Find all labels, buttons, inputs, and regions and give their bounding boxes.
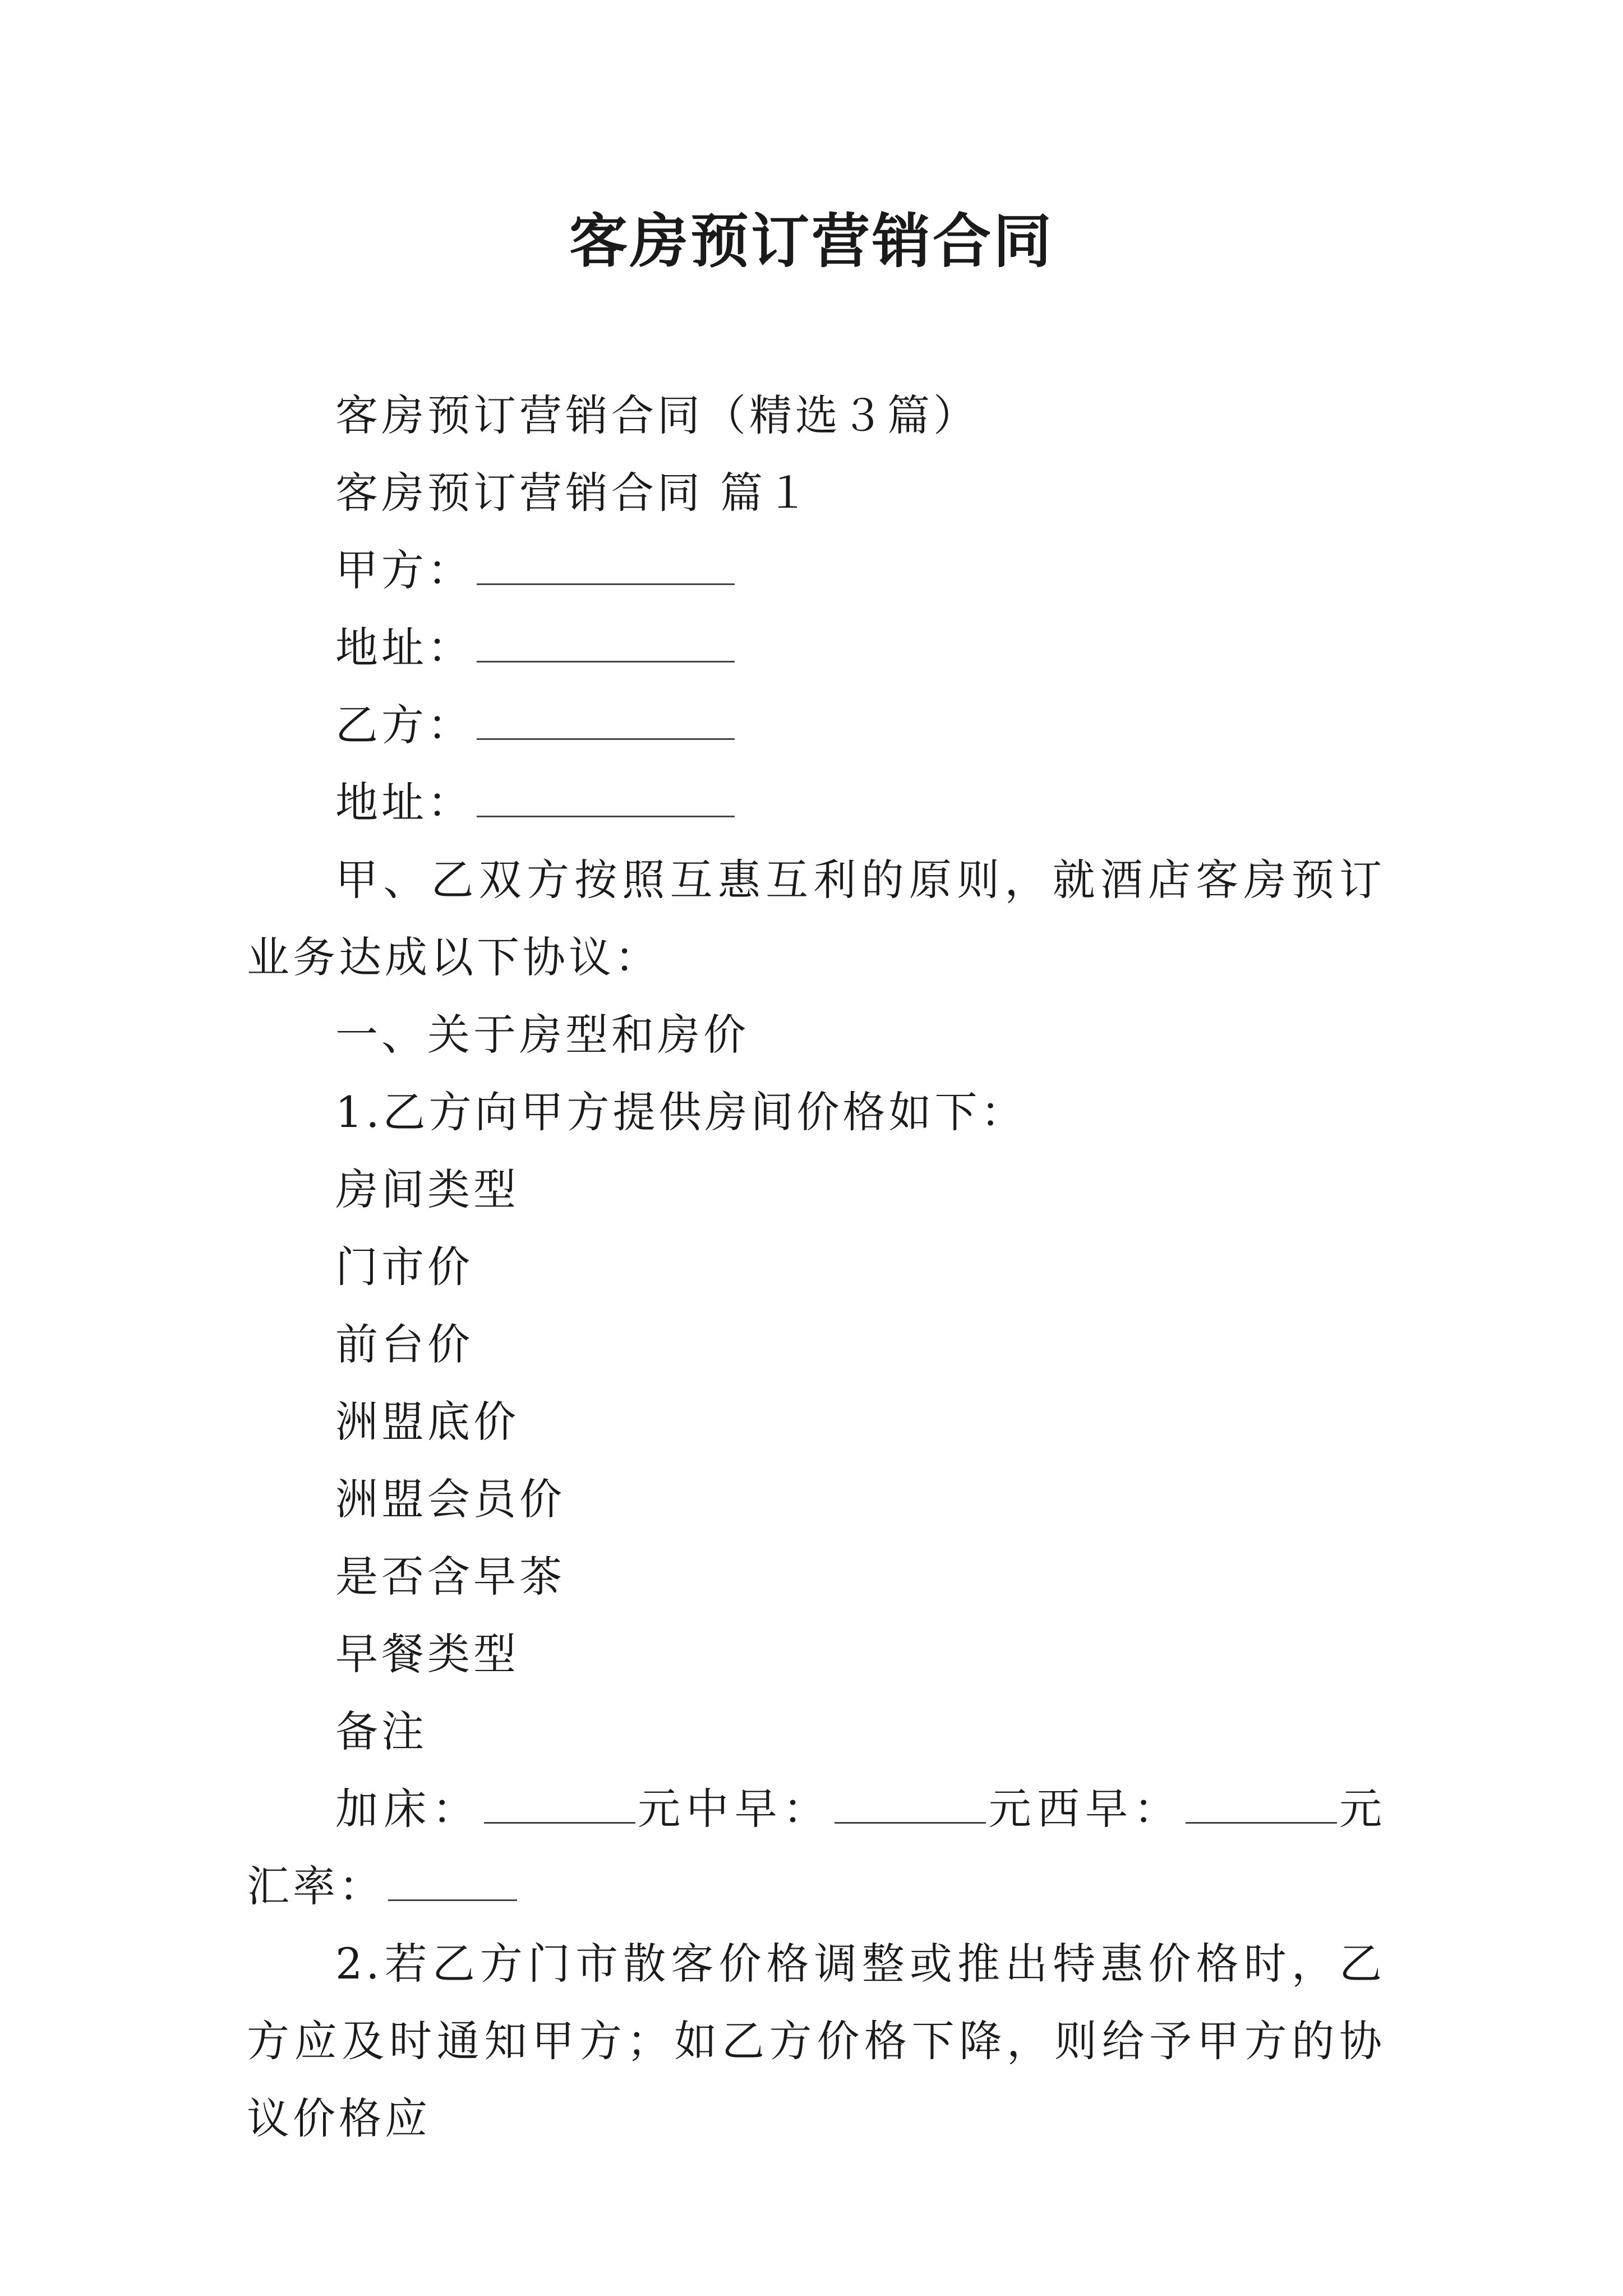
subtitle: 客房预订营销合同（精选３篇） xyxy=(335,390,979,440)
section-heading: 客房预订营销合同 篇１ xyxy=(335,468,813,518)
party-a-blank xyxy=(477,581,735,585)
intro-paragraph: 甲、乙双方按照互惠互利的原则，就酒店客房预订业务达成以下协议： xyxy=(247,855,1385,982)
base-rate-label: 洲盟底价 xyxy=(335,1397,519,1447)
room-type-label: 房间类型 xyxy=(335,1165,519,1214)
party-b-label: 乙方： xyxy=(335,700,473,750)
breakfast-type-label: 早餐类型 xyxy=(335,1629,519,1679)
part1-heading: 一、关于房型和房价 xyxy=(335,1010,749,1060)
breakfast-included-label: 是否含早茶 xyxy=(335,1552,565,1602)
party-b-address-field xyxy=(247,764,1385,841)
party-a-address-field xyxy=(247,609,1385,687)
extra-bed-paragraph xyxy=(247,1770,1385,1925)
chinese-breakfast-label: 元中早： xyxy=(635,1784,832,1834)
party-a-label: 甲方： xyxy=(335,545,473,595)
remarks-label: 备注 xyxy=(335,1706,427,1756)
western-breakfast-label: 元西早： xyxy=(986,1784,1182,1834)
chinese-breakfast-blank xyxy=(834,1820,986,1824)
item1-text: 1.乙方向甲方提供房间价格如下： xyxy=(335,1087,1027,1137)
western-breakfast-blank xyxy=(1186,1820,1337,1824)
document-title: 客房预订营销合同 xyxy=(569,206,1054,275)
document-body xyxy=(247,377,1385,2157)
extra-bed-label: 加床： xyxy=(335,1784,481,1834)
party-b-blank xyxy=(477,736,735,740)
party-b-field xyxy=(247,687,1385,764)
rack-rate-label: 门市价 xyxy=(335,1242,473,1292)
party-a-address-label: 地址： xyxy=(335,623,473,673)
exchange-rate-blank xyxy=(388,1897,517,1901)
item2-text: 2.若乙方门市散客价格调整或推出特惠价格时，乙方应及时通知甲方；如乙方价格下降，则给予甲方的协议价格应 xyxy=(247,1939,1385,2143)
party-a-address-blank xyxy=(477,659,735,662)
party-a-field xyxy=(247,532,1385,609)
party-b-address-blank xyxy=(477,813,735,817)
party-b-address-label: 地址： xyxy=(335,777,473,827)
front-desk-rate-label: 前台价 xyxy=(335,1319,473,1369)
member-rate-label: 洲盟会员价 xyxy=(335,1474,565,1524)
exchange-rate-label: 元汇率： xyxy=(247,1784,1386,1911)
extra-bed-blank xyxy=(484,1820,635,1824)
